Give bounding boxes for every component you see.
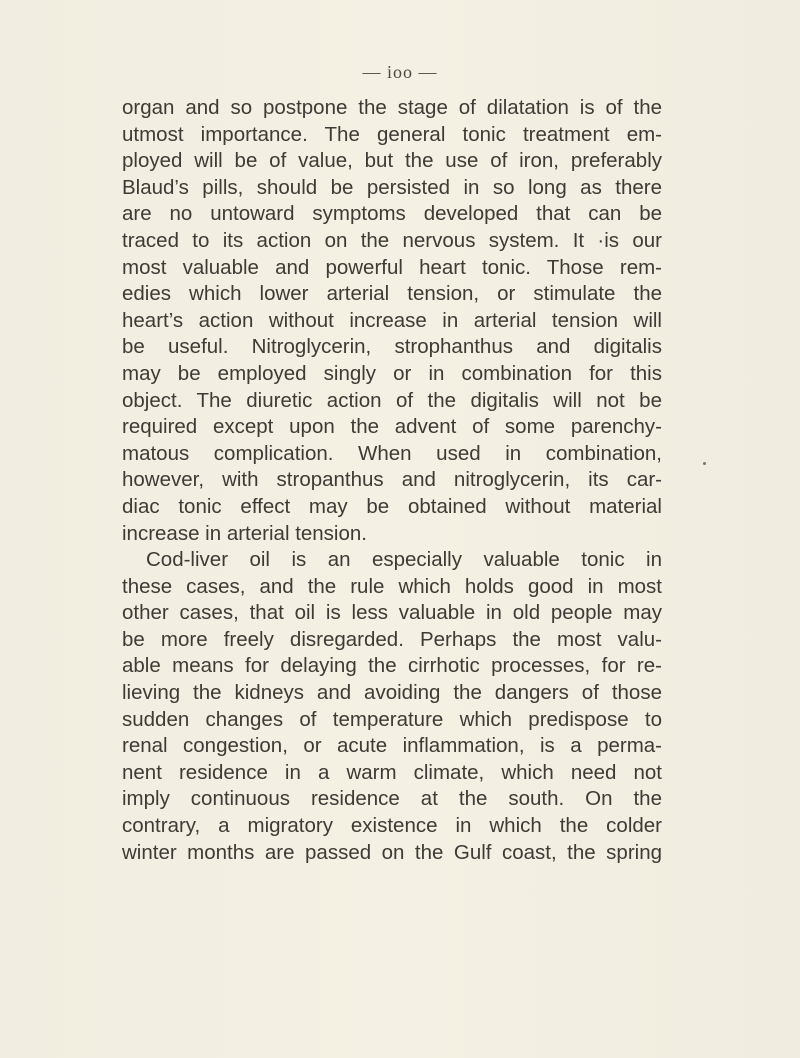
text-line: required except upon the advent of some parenchy- [122, 415, 662, 439]
text-line: sudden changes of temperature which predispose to [122, 707, 662, 731]
text-line: however, with stropanthus and nitroglycerin, its car- [122, 468, 662, 492]
page-number: — ioo — [362, 62, 438, 82]
body-text [122, 95, 662, 866]
text-line: imply continuous residence at the south. On the [122, 787, 662, 811]
text-line: winter months are passed on the Gulf coast, the spring [122, 840, 662, 864]
text-line: renal congestion, or acute inflammation, is a perma- [122, 734, 662, 758]
text-line: other cases, that oil is less valuable in old people may [122, 601, 662, 625]
text-line: ployed will be of value, but the use of iron, preferably [122, 149, 662, 173]
text-line: organ and so postpone the stage of dilatation is of the [122, 96, 662, 119]
text-line: most valuable and powerful heart tonic. Those rem- [122, 255, 662, 279]
text-line: edies which lower arterial tension, or stimulate the [122, 282, 662, 306]
text-line: nent residence in a warm climate, which need not [122, 760, 662, 784]
text-line: be more freely disregarded. Perhaps the most valu- [122, 627, 662, 651]
paper-speck [703, 462, 706, 465]
text-line: Blaud’s pills, should be persisted in so long as there [122, 175, 662, 199]
text-line: lieving the kidneys and avoiding the dangers of those [122, 681, 662, 705]
text-line: heart’s action without increase in arterial tension will [122, 308, 662, 332]
text-line: contrary, a migratory existence in which the colder [122, 814, 662, 838]
text-line: utmost importance. The general tonic treatment em- [122, 122, 662, 146]
text-line: be useful. Nitroglycerin, strophanthus and digitalis [122, 335, 662, 359]
text-line: are no untoward symptoms developed that can be [122, 202, 662, 226]
paragraph-end-line: increase in arterial tension. [122, 521, 367, 545]
text-line: matous complication. When used in combination, [122, 441, 662, 465]
paragraph-start-line: Cod-liver oil is an especially valuable tonic in [146, 548, 662, 572]
text-line: diac tonic effect may be obtained without material [122, 494, 662, 518]
text-line: these cases, and the rule which holds good in most [122, 574, 662, 598]
text-line: object. The diuretic action of the digitalis will not be [122, 388, 662, 412]
text-line: able means for delaying the cirrhotic processes, for re- [122, 654, 662, 678]
text-line: may be employed singly or in combination for this [122, 361, 662, 385]
text-line: traced to its action on the nervous system. It ·is our [122, 228, 662, 252]
